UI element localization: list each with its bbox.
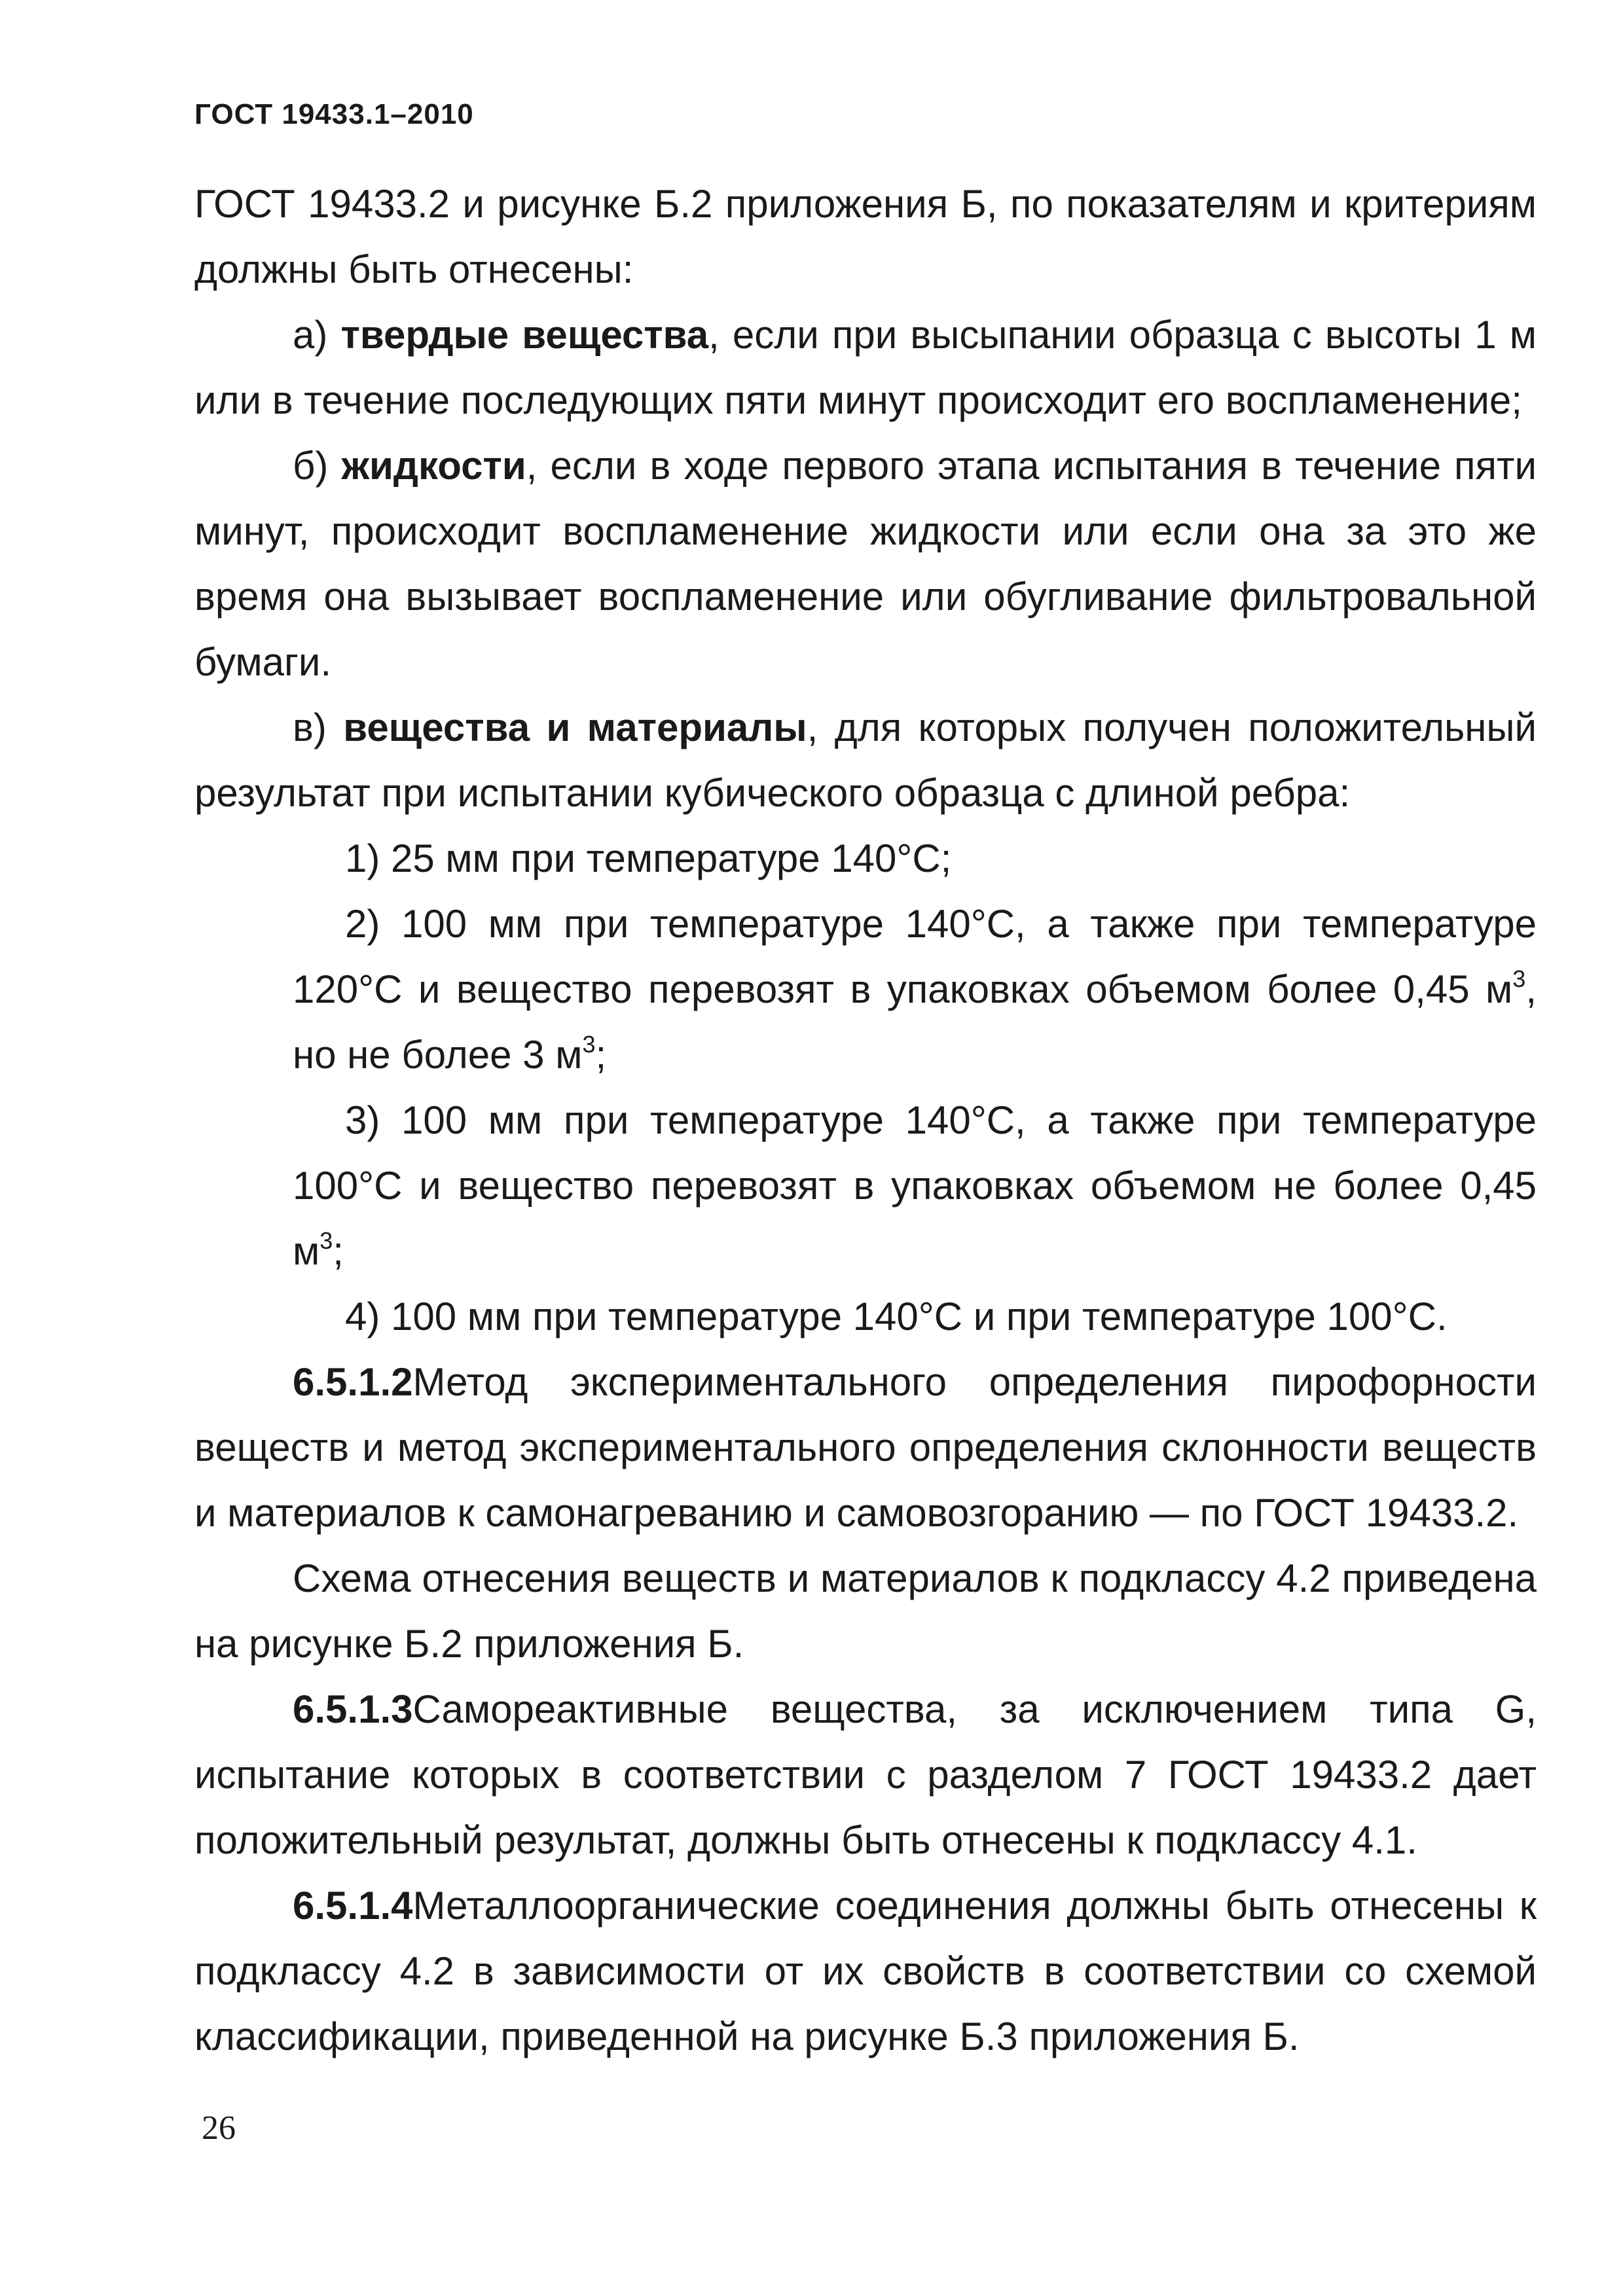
list-item-2	[293, 891, 1537, 1088]
list-item-3-text-a: 3) 100 мм при температуре 140°С, а также при температуре 100°С и вещество перевозят в упаковках объемом не более 0,45 м	[293, 1098, 1537, 1273]
paragraph-a	[194, 302, 1537, 433]
section-6-5-1-4-text: Металлоорганические соединения должны быть отнесены к подклассу 4.2 в зависимости от их свойств в соответствии со схемой классификации, приведенной на рисунке Б.3 приложения Б.	[194, 1884, 1537, 2058]
paragraph-b-text: , если в ходе первого этапа испытания в течение пяти минут, происходит воспламенение жидкости или если она за это же время она вызывает воспламенение или обугливание фильтровальной бумаги.	[194, 444, 1537, 684]
list-item-3-text-b: ;	[333, 1229, 344, 1273]
paragraph-scheme	[194, 1546, 1537, 1677]
scheme-text: Схема отнесения веществ и материалов к подклассу 4.2 приведена на рисунке Б.2 приложения Б.	[194, 1556, 1537, 1666]
section-number-6-5-1-3: 6.5.1.3	[293, 1687, 413, 1731]
section-number-6-5-1-2: 6.5.1.2	[293, 1360, 413, 1404]
list-item-2-text-b: , но не более 3 м	[293, 967, 1537, 1077]
list-item-4-text: 4) 100 мм при температуре 140°С и при температуре 100°С.	[345, 1295, 1448, 1338]
superscript-3: 3	[1512, 965, 1526, 992]
document-header: ГОСТ 19433.1–2010	[194, 98, 474, 130]
paragraph-b	[194, 433, 1537, 695]
page-number: 26	[202, 2109, 236, 2147]
term-solids: твердые вещества	[340, 313, 709, 357]
body-text	[194, 171, 1537, 2070]
list-item-1	[293, 826, 1537, 891]
list-marker-v: в)	[293, 706, 327, 749]
paragraph-v	[194, 695, 1537, 826]
paragraph-intro	[194, 171, 1537, 302]
list-item-3	[293, 1088, 1537, 1284]
section-number-6-5-1-4: 6.5.1.4	[293, 1884, 413, 1928]
section-6-5-1-2	[194, 1350, 1537, 1546]
numbered-list	[194, 826, 1537, 1350]
paragraph-v-text: , для которых получен положительный результат при испытании кубического образца с длиной ребра:	[194, 706, 1537, 815]
list-marker-a: а)	[293, 313, 328, 357]
superscript-3: 3	[319, 1227, 333, 1254]
paragraph-a-text: , если при высыпании образца с высоты 1 м или в течение последующих пяти минут происходит его воспламенение;	[194, 313, 1537, 422]
section-6-5-1-2-text: Метод экспериментального определения пирофорности веществ и метод экспериментального определения склонности веществ и материалов к самонагреванию и самовозгоранию — по ГОСТ 19433.2.	[194, 1360, 1537, 1535]
section-6-5-1-3	[194, 1677, 1537, 1873]
list-item-2-text-c: ;	[595, 1033, 607, 1077]
term-liquids: жидкости	[341, 444, 526, 488]
list-marker-b: б)	[293, 444, 329, 488]
section-6-5-1-3-text: Самореактивные вещества, за исключением типа G, испытание которых в соответствии с разделом 7 ГОСТ 19433.2 дает положительный результат, должны быть отнесены к подклассу 4.1.	[194, 1687, 1537, 1862]
list-item-1-text: 1) 25 мм при температуре 140°С;	[345, 836, 952, 880]
intro-text: ГОСТ 19433.2 и рисунке Б.2 приложения Б, по показателям и критериям должны быть отнесены:	[194, 182, 1537, 291]
section-6-5-1-4	[194, 1873, 1537, 2070]
list-item-2-text-a: 2) 100 мм при температуре 140°С, а также при температуре 120°С и вещество перевозят в упаковках объемом более 0,45 м	[293, 902, 1537, 1011]
list-item-4	[293, 1284, 1537, 1350]
term-substances-materials: вещества и материалы	[343, 706, 807, 749]
superscript-3: 3	[582, 1031, 596, 1058]
